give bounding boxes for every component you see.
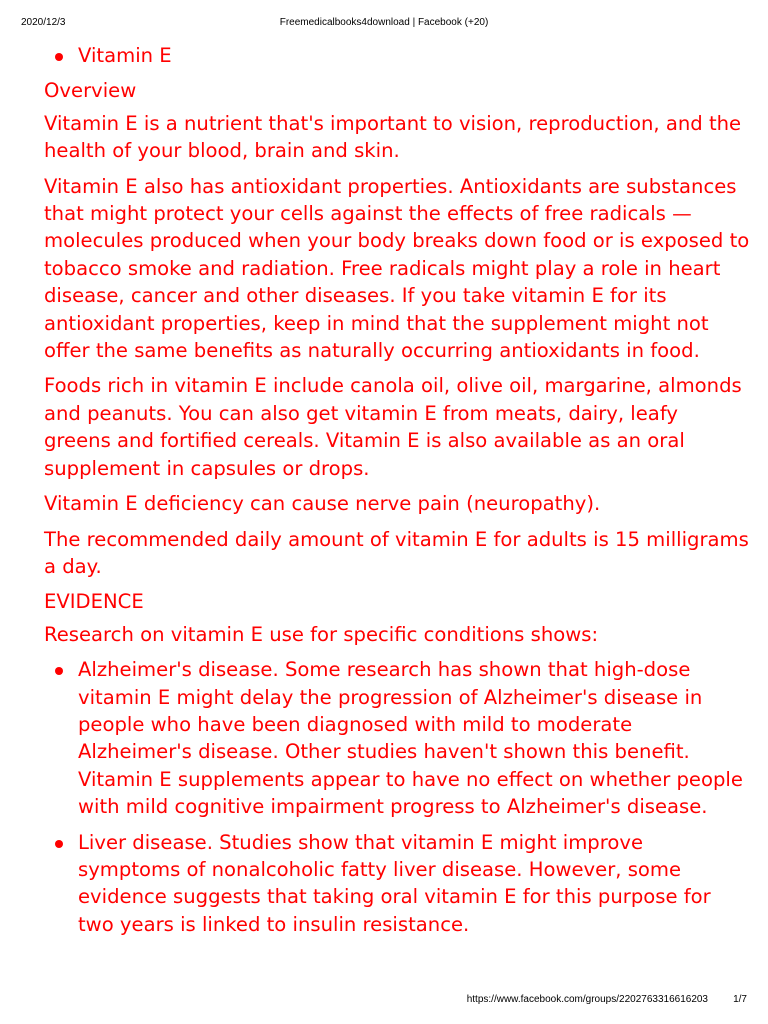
article-content — [44, 42, 750, 946]
list-item — [44, 42, 750, 69]
top-bullet-list — [44, 42, 750, 69]
paragraph: Vitamin E also has antioxidant properties. Antioxidants are substances that might protect your cells against the effects of free radicals — molecules produced when your body breaks down food or is exposed to tobacco smoke and radiation. Free radicals might play a role in heart disease, cancer and other diseases. If you take vitamin E for its antioxidant properties, keep in mind that the supplement might not offer the same benefits as naturally occurring antioxidants in food. — [44, 174, 750, 363]
print-page-title: Freemedicalbooks4download | Facebook (+20) — [279, 17, 489, 28]
bullet-icon — [55, 53, 63, 61]
list-item-text: Alzheimer's disease. Some research has shown that high-dose vitamin E might delay the progression of Alzheimer's disease in people who have been diagnosed with mild to moderate Alzheimer's disease. Other studies haven't shown this benefit. Vitamin E supplements appear to have no effect on whether people with mild cognitive impairment progress to Alzheimer's disease. — [78, 658, 743, 819]
list-item — [44, 829, 750, 939]
print-page-number: 1/7 — [733, 994, 747, 1005]
list-item-text: Vitamin E — [78, 44, 172, 67]
bullet-icon — [55, 840, 63, 848]
paragraph: Research on vitamin E use for specific conditions shows: — [44, 622, 599, 646]
list-item-text: Liver disease. Studies show that vitamin E might improve symptoms of nonalcoholic fatty liver disease. However, some evidence suggests that taking oral vitamin E for this purpose for two years is linked to insulin resistance. — [78, 830, 711, 936]
list-item — [44, 656, 750, 820]
evidence-list — [44, 656, 750, 938]
evidence-heading: EVIDENCE — [44, 590, 144, 614]
paragraph: Foods rich in vitamin E include canola oil, olive oil, margarine, almonds and peanuts. You can also get vitamin E from meats, dairy, leafy greens and fortified cereals. Vitamin E is also available as an oral supplement in capsules or drops. — [44, 374, 742, 480]
paragraph: Vitamin E deficiency can cause nerve pain (neuropathy). — [44, 492, 601, 516]
bullet-icon — [55, 667, 63, 675]
print-page-url: https://www.facebook.com/groups/2202763316616203 — [466, 994, 708, 1005]
overview-heading: Overview — [44, 79, 137, 103]
print-date: 2020/12/3 — [21, 17, 66, 28]
paragraph: Vitamin E is a nutrient that's important to vision, reproduction, and the health of your blood, brain and skin. — [44, 111, 742, 163]
paragraph: The recommended daily amount of vitamin E for adults is 15 milligrams a day. — [44, 527, 749, 578]
